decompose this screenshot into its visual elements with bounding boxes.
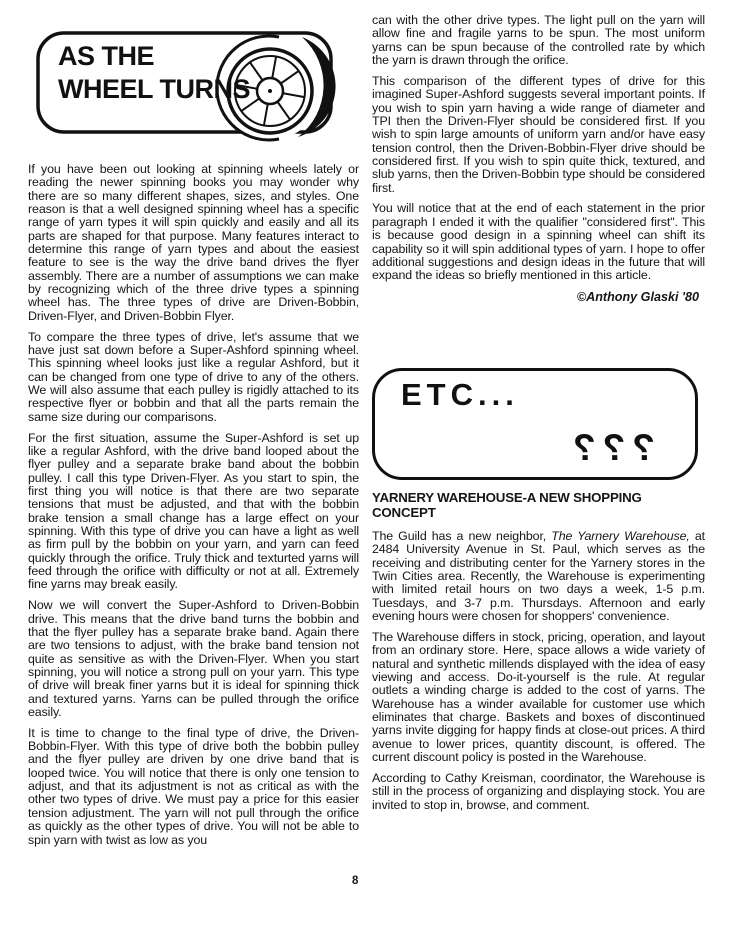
yarnery-heading: YARNERY WAREHOUSE-A NEW SHOPPING CONCEPT [372, 490, 642, 520]
paragraph: If you have been out looking at spinning wheels lately or reading the newer spinning books you may wonder why there are so many different shapes, sizes, and styles. One reason is that a well designed spinning wheel has a specific range of yarn types it will spin quickly and easily and all its parts are shaped for that purpose. Many features interact to determine this range of yarn types and about the easiest feature to see is the way the drive band drives the flyer assembly. There are a number of assumptions we can make by recognizing which of the three drive types a spinning wheel has. The three types of drive are Driven-Bobbin, Driven-Flyer, and Driven-Bobbin Flyer. [28, 162, 359, 323]
paragraph: You will notice that at the end of each statement in the prior paragraph I ended it with the qualifier "considered first". This is because good design in a spinning wheel can shift its capability so it will spin additional types of yarn. I hope to offer additional suggestions and design ideas in the future that will expand the ideas so briefly mentioned in this article. [372, 201, 705, 283]
paragraph: It is time to change to the final type of drive, the Driven-Bobbin-Flyer. With this type of drive both the bobbin pulley and the flyer pulley are driven by one drive band that is looped twice. You will notice that there is only one tension to adjust, and that its adjustment is not as critical as with the other two types of drive. We must pay a price for this easier tension adjustment. The yarn will not pull through the orifice as quickly as the other types of drive. You will not be able to spin yarn with twist as low as you [28, 725, 359, 847]
paragraph: According to Cathy Kreisman, coordinator, the Warehouse is still in the process of organizing and displaying stock. You are invited to stop in, browse, and comment. [372, 770, 705, 812]
article-right-paragraphs [372, 14, 705, 283]
article-right-column [372, 14, 705, 304]
masthead-title [58, 40, 250, 106]
article-left-column [28, 163, 359, 854]
masthead-title-line2: WHEEL TURNS [58, 74, 251, 104]
page-number: 8 [352, 875, 359, 887]
paragraph: This comparison of the different types of drive for this imagined Super-Ashford suggests several important points. If you wish to spin yarn having a wide range of diameter and TPI then the Driven-Flyer should be considered first. If you wish to spin large amounts of uniform yarn and/or have easy tension control, then the Driven-Bobbin-Flyer drive should be considered first. If you wish to spin quite thick, textured, and slub yarns, then the Driven-Bobbin type should be considered first. [372, 73, 705, 195]
paragraph: The Warehouse differs in stock, pricing, operation, and layout from an ordinary store. Here, space allows a wide variety of natural and synthetic millends displayed with the idea of easy viewing and access. Do-it-yourself is the rule. At regular outlets a winding charge is added to the cost of yarns. The Warehouse has a winder available for customer use which eliminates that charge. Baskets and boxes of discontinued yarns invite digging for happy finds at close-out prices. A third avenue to lower prices, quantity discount, is offered. The current discount policy is posted in the Warehouse. [372, 629, 705, 764]
yarnery-section [372, 490, 705, 819]
paragraph: For the first situation, assume the Super-Ashford is set up like a regular Ashford, with the drive band looped about the flyer pulley and a separate brake band about the bobbin pulley. I call this type Driven-Flyer. As you start to spin, the first thing you will notice is that there are two separate tensions that must be adjusted, and that with the bobbin brake tension a small change has a large effect on your spinning. With this type of drive you can have a light as well as firm pull by the bobbin on your yarn, and yarn can feed quickly through the orifice. Truly thick and texturted yarns will feed through the orifice with difficulty or not at all. Extremely fine yarns may break easily. [28, 430, 359, 592]
question-marks: ??? [566, 427, 655, 468]
masthead-title-line1: AS THE [58, 41, 155, 71]
yarnery-paragraphs [372, 530, 705, 812]
etc-section-banner [372, 368, 698, 480]
paragraph: can with the other drive types. The light pull on the yarn will allow fine and fragile yarns to be spun. The most uniform yarns can be spun because of the controlled rate by which the yarn is drawn through the orifice. [372, 13, 705, 68]
paragraph: Now we will convert the Super-Ashford to Driven-Bobbin drive. This means that the drive band turns the bobbin and that the flyer pulley has a separate brake band. Again there are two tensions to adjust, with the brake band tension not quite as sensitive as with the Driven-Flyer. When you start spinning, you will notice a strong pull on your yarn. This type of drive will break finer yarns but it is ideal for spinning thick and textured yarns. Yarns can be pulled through the orifice easily. [28, 598, 359, 719]
article-byline: ©Anthony Glaski '80 [576, 290, 699, 305]
paragraph: The Guild has a new neighbor, The Yarnery Warehouse, at 2484 University Avenue in St. Paul, which serves as the receiving and distributing center for the Yarnery stores in the Twin Cities area. Recently, the Warehouse is experimenting with limited retail hours on two days a week, 1-5 p.m. Tuesdays, and 3-7 p.m. Thursdays. Afternoon and early evening hours were chosen for shoppers' convenience. [372, 529, 706, 624]
paragraph: To compare the three types of drive, let's assume that we have just sat down before a Super-Ashford spinning wheel. This spinning wheel looks just like a regular Ashford, but it can be changed from one type of drive to any of the others. We will also assume that each pulley is rigidly attached to its respective flyer or bobbin and that all the parts remain the same size during our comparisons. [28, 329, 359, 424]
etc-label: ETC... [401, 377, 519, 412]
